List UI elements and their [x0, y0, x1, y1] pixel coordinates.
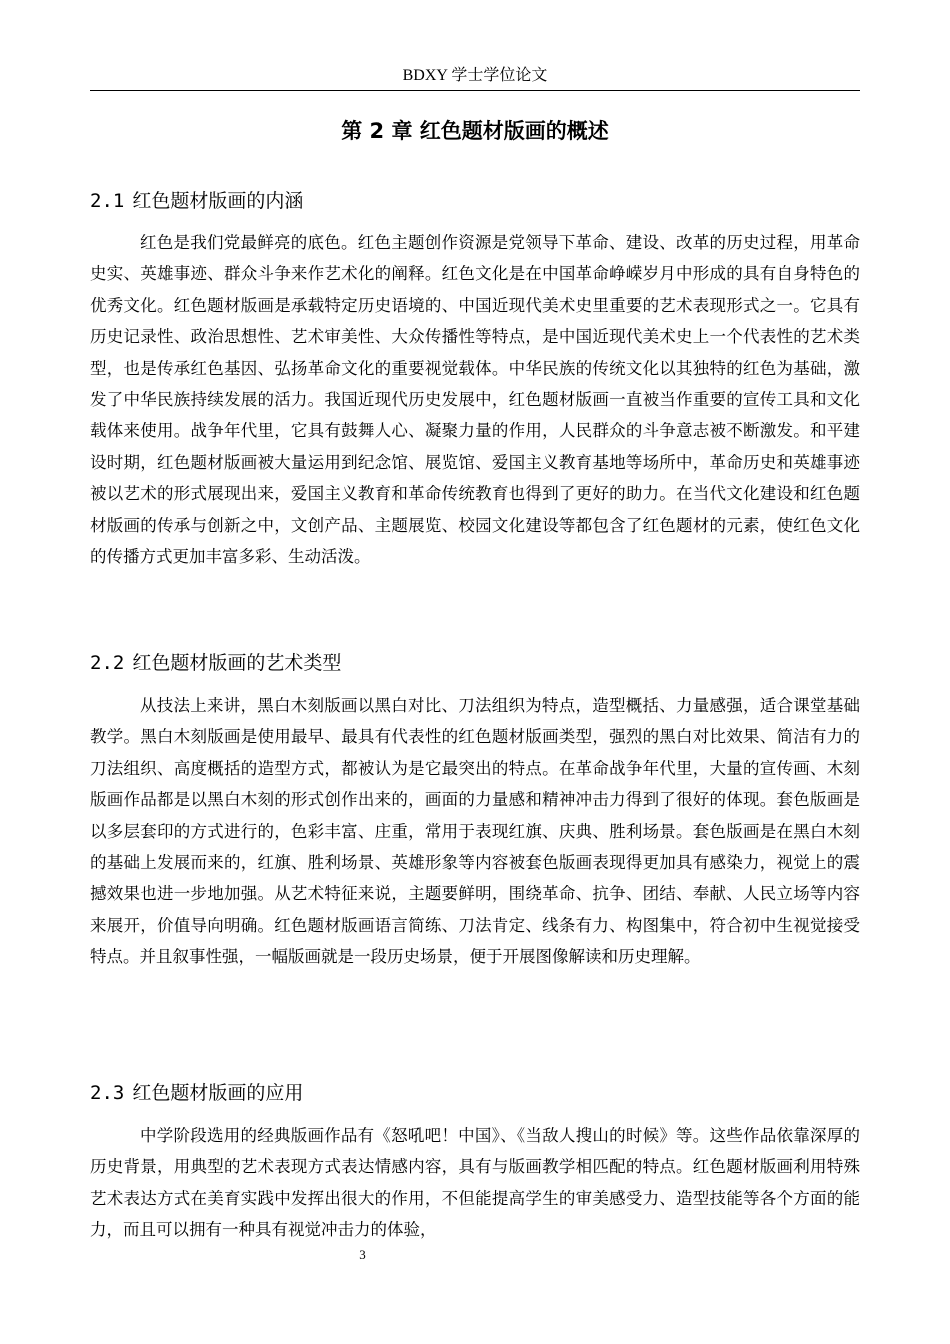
section-heading-2-2 [90, 648, 860, 678]
section-title: 红色题材版画的应用 [132, 1082, 304, 1104]
chapter-title: 第 2 章 红色题材版画的概述 [341, 119, 609, 143]
section-number: 2.1 [90, 190, 125, 212]
section-heading-2-3 [90, 1078, 860, 1108]
running-header: BDXY 学士学位论文 [90, 62, 860, 91]
section-title: 红色题材版画的艺术类型 [132, 652, 342, 674]
page-number: 3 [359, 1247, 366, 1262]
section-paragraph-2-2: 从技法上来讲，黑白木刻版画以黑白对比、刀法组织为特点，造型概括、力量感强，适合课堂基础教学。黑白木刻版画是使用最早、最具有代表性的红色题材版画类型，强烈的黑白对比效果、简洁有力的刀法组织、高度概括的造型方式，都被认为是它最突出的特点。在革命战争年代里，大量的宣传画、木刻版画作品都是以黑白木刻的形式创作出来的，画面的力量感和精神冲击力得到了很好的体现。套色版画是以多层套印的方式进行的，色彩丰富、庄重，常用于表现红旗、庆典、胜利场景。套色版画是在黑白木刻的基础上发展而来的，红旗、胜利场景、英雄形象等内容被套色版画表现得更加具有感染力，视觉上的震撼效果也进一步地加强。从艺术特征来说，主题要鲜明，围绕革命、抗争、团结、奉献、人民立场等内容来展开，价值导向明确。红色题材版画语言简练、刀法肯定、线条有力、构图集中，符合初中生视觉接受特点。并且叙事性强，一幅版画就是一段历史场景，便于开展图像解读和历史理解。 [90, 696, 860, 967]
section-number: 2.2 [90, 652, 125, 674]
section-title: 红色题材版画的内涵 [132, 190, 304, 212]
section-heading-2-1 [90, 186, 860, 216]
section-paragraph-2-3: 中学阶段选用的经典版画作品有《怒吼吧！中国》、《当敌人搜山的时候》等。这些作品依靠深厚的历史背景，用典型的艺术表现方式表达情感内容，具有与版画教学相匹配的特点。红色题材版画利用特殊艺术表达方式在美育实践中发挥出很大的作用，不但能提高学生的审美感受力、造型技能等各个方面的能力，而且可以拥有一种具有视觉冲击力的体验， [90, 1126, 860, 1240]
section-number: 2.3 [90, 1082, 125, 1104]
section-paragraph-2-1: 红色是我们党最鲜亮的底色。红色主题创作资源是党领导下革命、建设、改革的历史过程，用革命史实、英雄事迹、群众斗争来作艺术化的阐释。红色文化是在中国革命峥嵘岁月中形成的具有自身特色的优秀文化。红色题材版画是承载特定历史语境的、中国近现代美术史里重要的艺术表现形式之一。它具有历史记录性、政治思想性、艺术审美性、大众传播性等特点，是中国近现代美术史上一个代表性的艺术类型，也是传承红色基因、弘扬革命文化的重要视觉载体。中华民族的传统文化以其独特的红色为基础，激发了中华民族持续发展的活力。我国近现代历史发展中，红色题材版画一直被当作重要的宣传工具和文化载体来使用。战争年代里，它具有鼓舞人心、凝聚力量的作用，人民群众的斗争意志被不断激发。和平建设时期，红色题材版画被大量运用到纪念馆、展览馆、爱国主义教育基地等场所中，革命历史和英雄事迹被以艺术的形式展现出来，爱国主义教育和革命传统教育也得到了更好的助力。在当代文化建设和红色题材版画的传承与创新之中，文创产品、主题展览、校园文化建设等都包含了红色题材的元素，使红色文化的传播方式更加丰富多彩、生动活泼。 [90, 233, 860, 567]
